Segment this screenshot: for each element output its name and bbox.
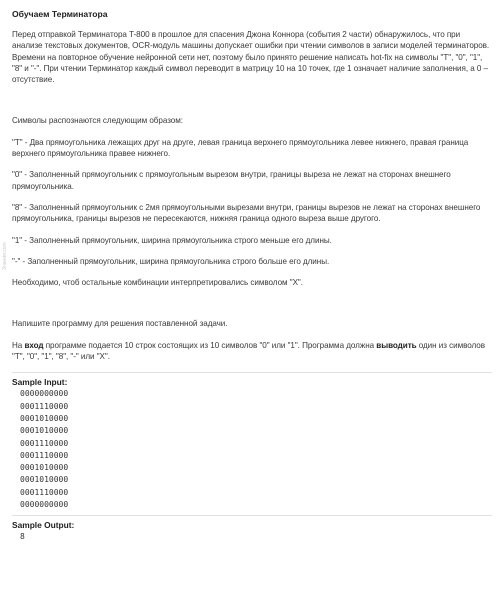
page-title: Обучаем Терминатора <box>12 9 108 19</box>
io-description <box>12 340 492 363</box>
rule-zero: "0" - Заполненный прямоугольник с прямоугольным вырезом внутри, границы выреза не лежат на сторонах внешнего прямоугольника. <box>12 170 451 191</box>
rule-dash: "-" - Заполненный прямоугольник, ширина прямоугольника строго больше его длины. <box>12 256 330 266</box>
divider <box>12 372 492 373</box>
rule-eight: "8" - Заполненный прямоугольник с 2мя прямоугольными вырезами внутри, границы вырезов не лежат на сторонах внешнего прямоугольника, границы вырезов не пересекаются, нижняя граница одного выреза выше другого. <box>12 202 481 224</box>
spacer <box>12 298 492 318</box>
sample-input-line: 0001010000 <box>20 413 69 423</box>
io-text: один из символов "T", "0", "1", "8", "-" или "X". <box>12 340 485 362</box>
sample-input-block[interactable] <box>20 388 492 511</box>
rule-t: "T" - Два прямоугольника лежащих друг на друге, левая граница верхнего прямоугольника левее нижнего, правая граница верхнего прямоугольника правее нижнего. <box>12 137 469 159</box>
divider <box>12 515 492 516</box>
rule-x: Необходимо, чтоб остальные комбинации интерпретировались символом "X". <box>12 278 303 288</box>
sample-output-label: Sample Output: <box>12 520 75 531</box>
side-watermark: Знания.com <box>2 242 8 270</box>
sample-input-line: 0001010000 <box>20 426 69 436</box>
sample-input-line: 0001010000 <box>20 463 69 473</box>
io-bold-output: выводить <box>376 340 417 350</box>
task-statement: Напишите программу для решения поставленной задачи. <box>12 319 228 329</box>
sample-output-block[interactable] <box>20 531 492 543</box>
symbols-heading: Символы распознаются следующим образом: <box>12 116 183 126</box>
sample-input-label: Sample Input: <box>12 377 68 388</box>
sample-input-line: 0001110000 <box>20 401 69 411</box>
rule-one: "1" - Заполненный прямоугольник, ширина прямоугольника строго меньше его длины. <box>12 235 332 245</box>
sample-input-line: 0001110000 <box>20 450 69 460</box>
sample-output-value: 8 <box>20 532 25 542</box>
sample-input-line: 0001010000 <box>20 475 69 485</box>
intro-paragraph: Перед отправкой Терминатора T-800 в прошлое для спасения Джона Коннора (события 2 части) обнаружилось, что при анализе текстовых документов, OCR-модуль машины допускает ошибки при чтении символов в записи моделей терминаторов. Времени на повторное обучение нейронной сети нет, поэтому было принято решение написать hot-fix на символы "T", "0", "1", "8" и "-". При чтении Терминатор каждый символ переводит в матрицу 10 на 10 точек, где 1 означает наличие заполнения, а 0 – отсутствие. <box>12 30 490 85</box>
sample-input-line: 0001110000 <box>20 487 69 497</box>
io-text: На <box>12 340 25 350</box>
sample-input-line: 0000000000 <box>20 500 69 510</box>
spacer <box>12 95 492 115</box>
io-text: программе подается 10 строк состоящих из 10 символов "0" или "1". Программа должна <box>43 340 377 350</box>
sample-input-line: 0000000000 <box>20 389 69 399</box>
problem-statement <box>12 8 492 548</box>
sample-input-line: 0001110000 <box>20 438 69 448</box>
io-bold-input: вход <box>24 340 44 350</box>
